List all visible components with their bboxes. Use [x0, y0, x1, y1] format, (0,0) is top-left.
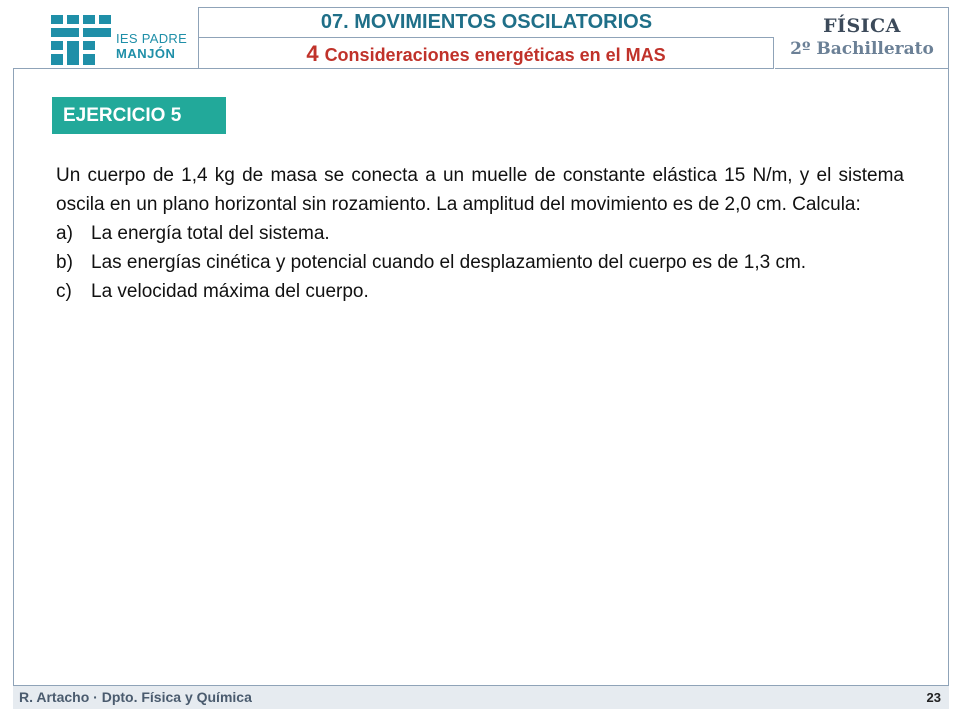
exercise-content: [56, 161, 904, 306]
page-number: 23: [926, 690, 941, 705]
section-title: Consideraciones energéticas en el MAS: [324, 45, 666, 65]
subject-logo: [775, 7, 949, 69]
item-text: La energía total del sistema.: [91, 223, 330, 244]
course-name: 2º Bachillerato: [790, 39, 934, 59]
school-logo: [13, 7, 199, 69]
list-item: [56, 248, 904, 277]
logo-grid-icon: [51, 15, 113, 65]
item-mark: c): [56, 281, 72, 302]
item-text: La velocidad máxima del cuerpo.: [91, 281, 369, 302]
page-footer: [13, 685, 949, 709]
section-number: 4: [306, 41, 319, 66]
exercise-statement: Un cuerpo de 1,4 kg de masa se conecta a un muelle de constante elástica 15 N/m, y el sistema oscila en un plano horizontal sin rozamiento. La amplitud del movimiento es de 2,0 cm. Calcula:: [56, 165, 904, 215]
footer-author: R. Artacho · Dpto. Física y Química: [19, 689, 252, 705]
item-mark: b): [56, 252, 73, 273]
list-item: [56, 277, 904, 306]
chapter-title: 07. MOVIMIENTOS OSCILATORIOS: [199, 7, 774, 38]
section-title-bar: [199, 38, 774, 69]
exercise-badge: EJERCICIO 5: [52, 97, 226, 134]
list-item: [56, 219, 904, 248]
logo-line2: MANJÓN: [116, 46, 176, 61]
logo-line1: IES PADRE: [116, 31, 188, 46]
logo-text: [116, 31, 187, 61]
item-text: Las energías cinética y potencial cuando el desplazamiento del cuerpo es de 1,3 cm.: [91, 252, 807, 273]
item-mark: a): [56, 223, 73, 244]
subject-name: FÍSICA: [823, 15, 901, 37]
